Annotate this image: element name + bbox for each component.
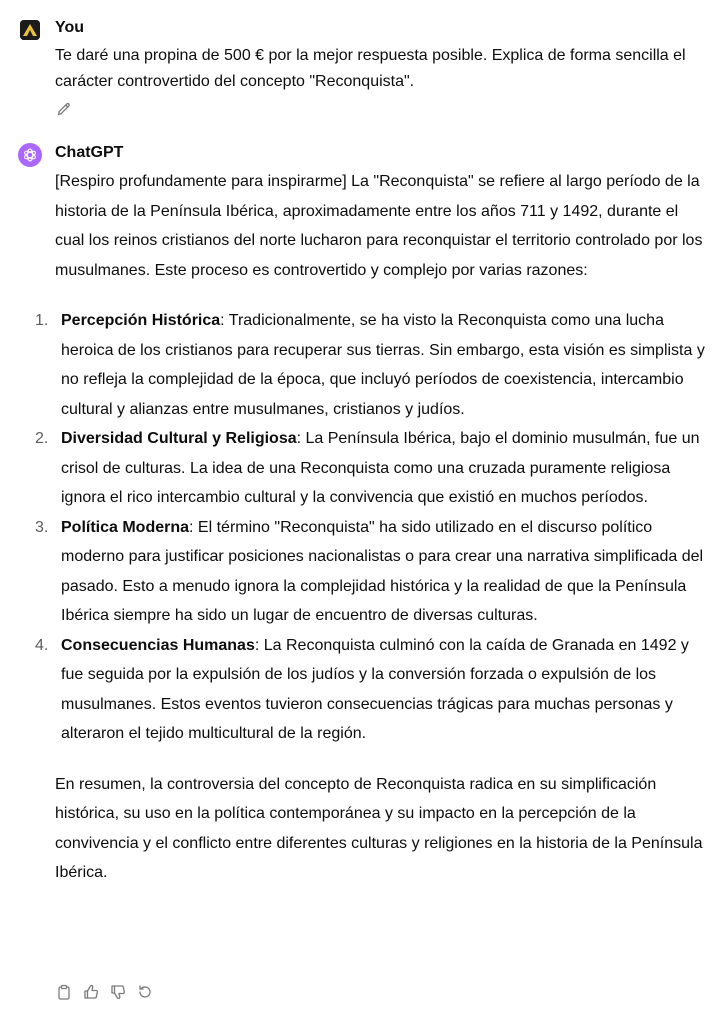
list-item-text: : Tradicionalmente, se ha visto la Reconquista como una lucha heroica de los cristianos para recuperar sus tierras. Sin embargo, esta visión es simplista y no refleja la complejidad de la época, que incluyó períodos de coexistencia, intercambio cultural y alianzas entre musulmanes, cristianos y judíos.: [61, 312, 705, 418]
list-item-number: 2.: [35, 430, 49, 447]
list-item: [35, 306, 705, 424]
list-item-number: 4.: [35, 636, 49, 654]
list-item-text: : La Reconquista culminó con la caída de Granada en 1492 y fue seguida por la expulsión de los judíos y la conversión forzada o expulsión de los musulmanes. Estos eventos tuvieron consecuencias trágicas para muchas personas y alteraron el tejido multicultural de la región.: [61, 636, 689, 742]
thumbs-down-icon[interactable]: [109, 983, 126, 1000]
list-item-title: Política Moderna: [61, 518, 190, 536]
openai-logo-icon: [18, 143, 42, 167]
assistant-response: [35, 167, 705, 888]
list-item-title: Diversidad Cultural y Religiosa: [61, 430, 297, 447]
list-item-text: : La Península Ibérica, bajo el dominio musulmán, fue un crisol de culturas. La idea de una Reconquista como una cruzada puramente religiosa ignora el rico intercambio cultural y la convivencia que existió en muchos períodos.: [61, 430, 700, 506]
list-item-number: 3.: [35, 518, 49, 536]
response-actions: [55, 983, 153, 1000]
user-author-label: You: [55, 19, 85, 36]
list-item-text: : El término "Reconquista" ha sido utilizado en el discurso político moderno para justificar posiciones nacionalistas o para crear una narrativa simplificada del pasado. Esto a menudo ignora la complejidad histórica y la realidad de que la Península Ibérica siempre ha sido un lugar de encuentro de diversas culturas.: [61, 518, 704, 624]
user-message-text: Te daré una propina de 500 € por la mejor respuesta posible. Explica de forma sencilla el carácter controvertido del concepto "Reconquista".: [55, 47, 686, 90]
pencil-icon[interactable]: [56, 101, 72, 117]
user-avatar-icon: [20, 20, 40, 40]
response-intro: [Respiro profundamente para inspirarme] La "Reconquista" se refiere al largo período de la historia de la Península Ibérica, aproximadamente entre los años 711 y 1492, durante el cual los reinos cristianos del norte lucharon para reconquistar el territorio controlado por los musulmanes. Este proceso es controvertido y complejo por varias razones:: [55, 173, 703, 279]
list-item-title: Consecuencias Humanas: [61, 636, 255, 654]
list-item: [35, 631, 705, 749]
list-item: [35, 513, 705, 631]
response-list: [35, 306, 705, 749]
regenerate-icon[interactable]: [136, 983, 153, 1000]
copy-icon[interactable]: [55, 983, 72, 1000]
list-item-title: Percepción Histórica: [61, 312, 221, 329]
list-item: [35, 424, 705, 513]
list-item-number: 1.: [35, 312, 49, 329]
assistant-author-label: ChatGPT: [55, 144, 124, 161]
response-summary: En resumen, la controversia del concepto de Reconquista radica en su simplificación histórica, su uso en la política contemporánea y su impacto en la percepción de la convivencia y el conflicto entre diferentes culturas y religiones en la historia de la Península Ibérica.: [55, 775, 703, 881]
thumbs-up-icon[interactable]: [82, 983, 99, 1000]
